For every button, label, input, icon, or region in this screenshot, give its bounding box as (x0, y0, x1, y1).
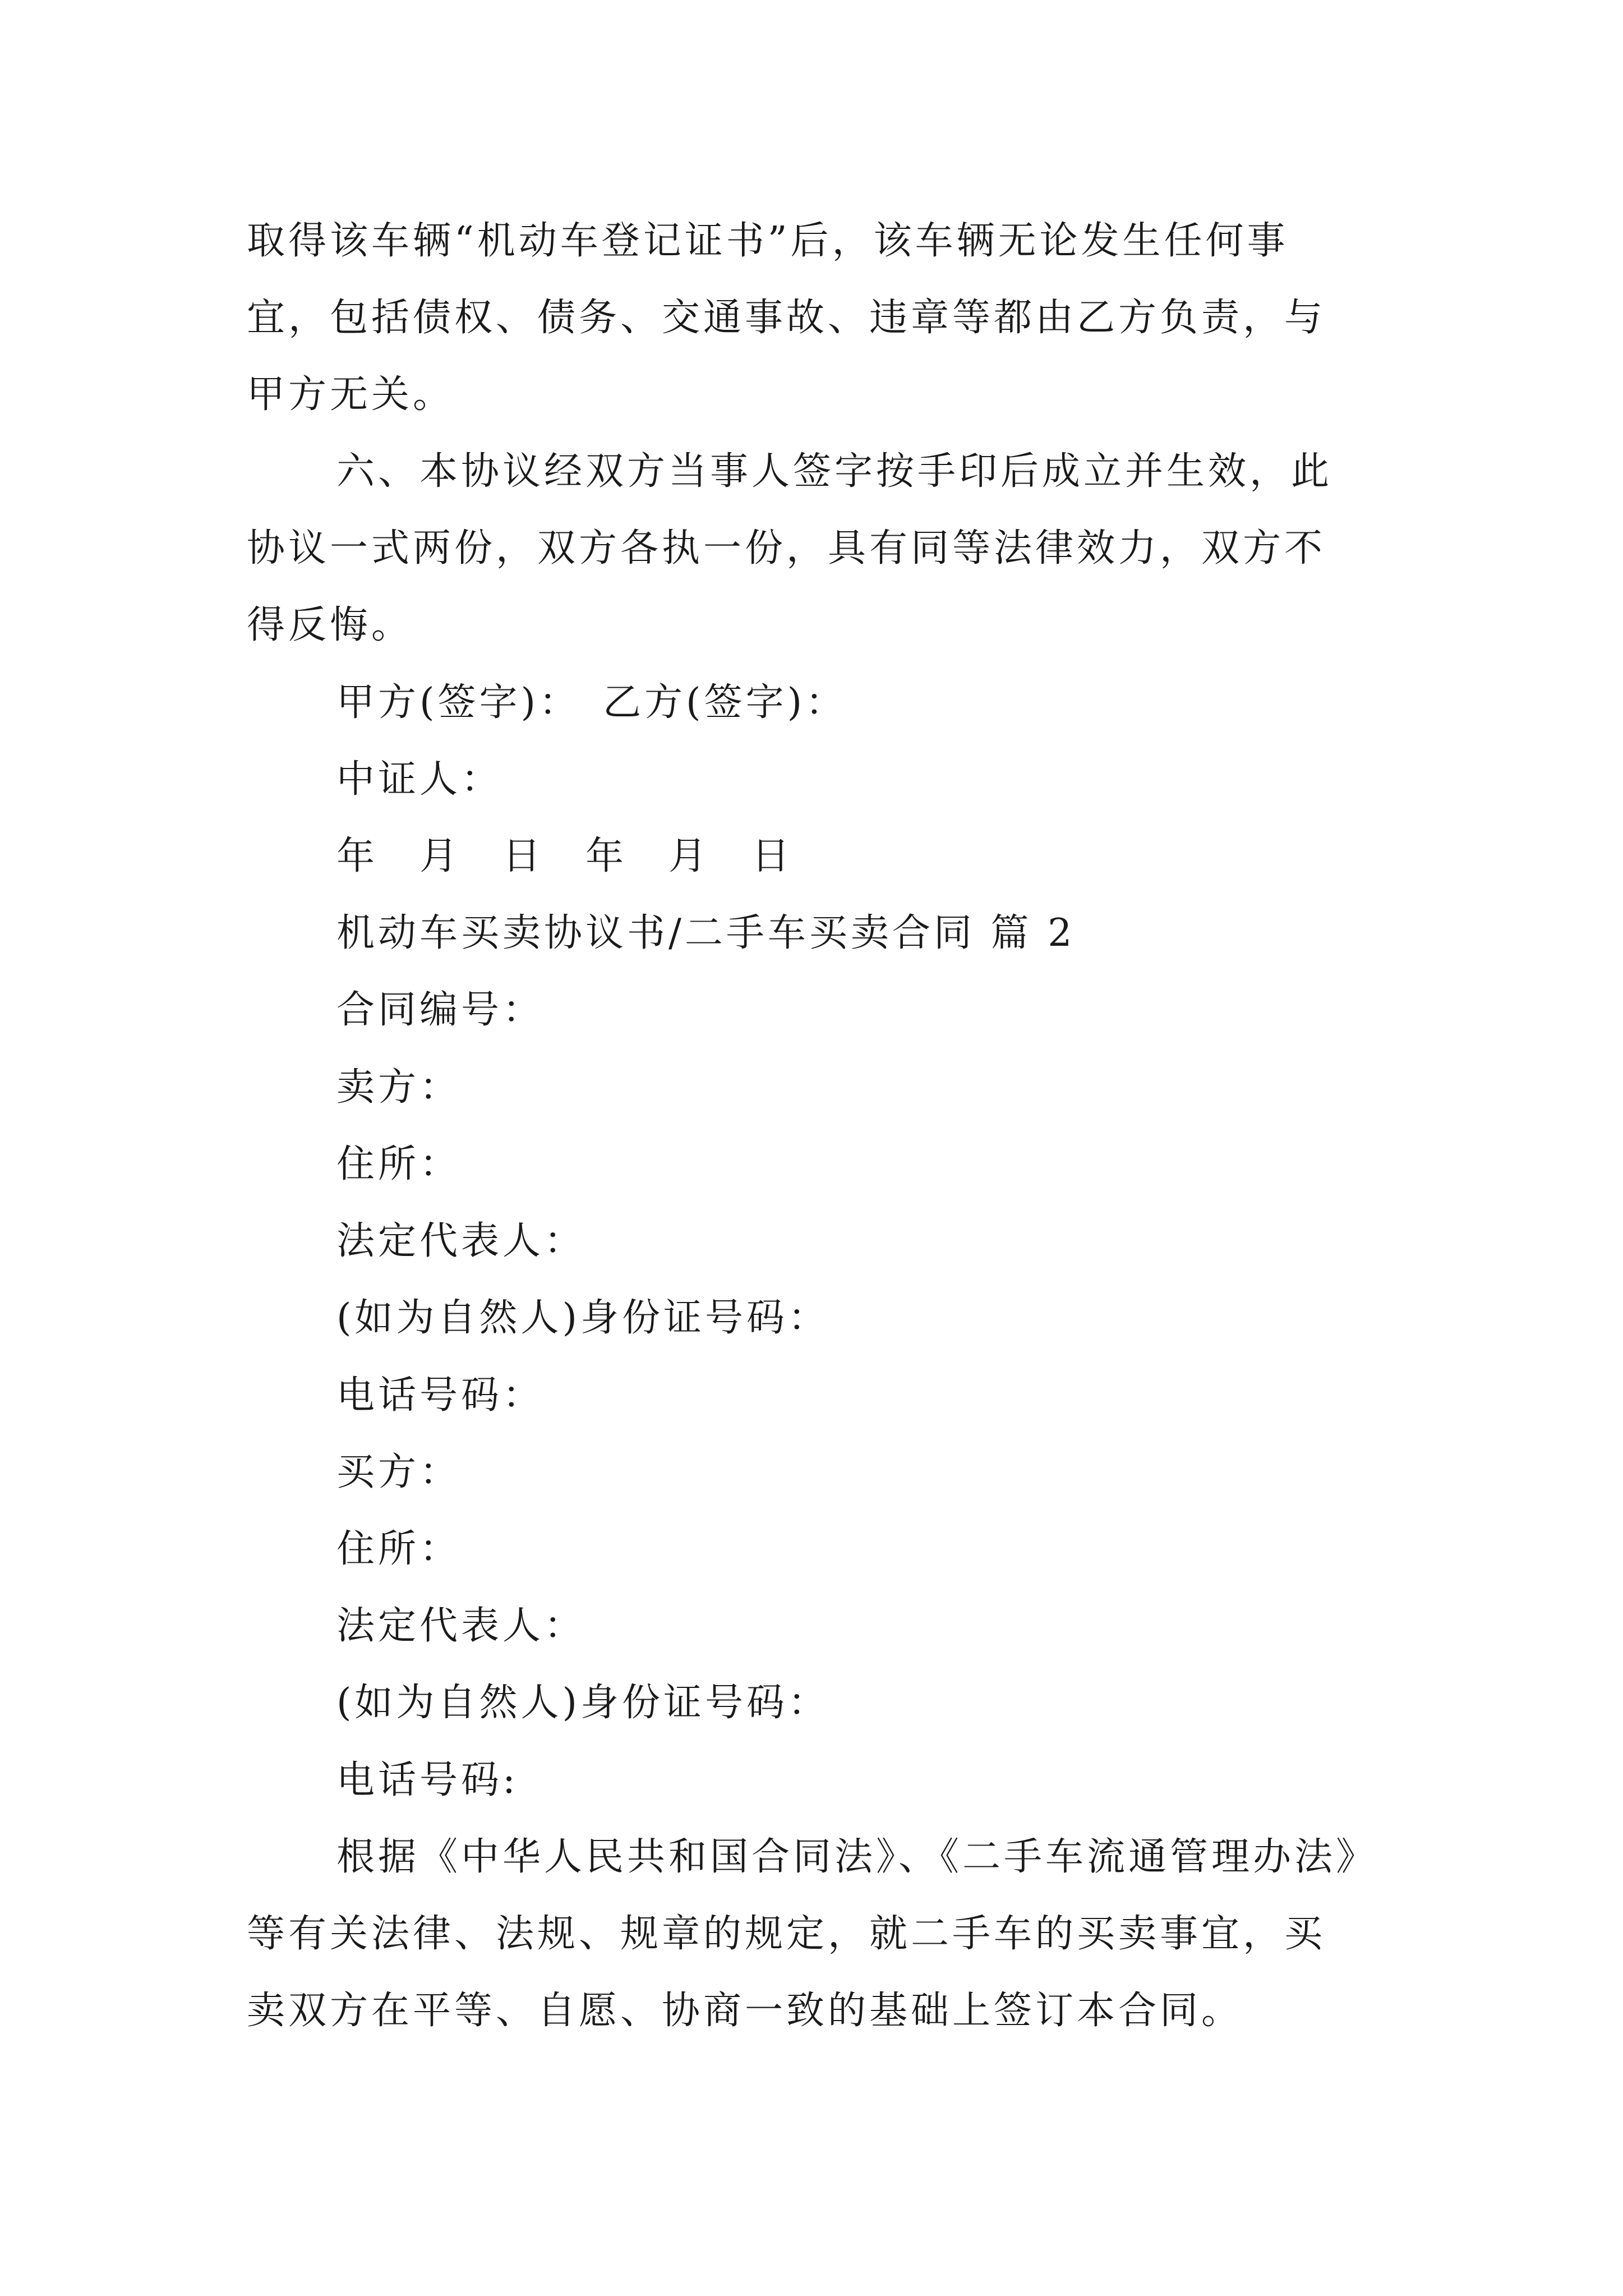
body-text-line: 等有关法律、法规、规章的规定，就二手车的买卖事宜，买 (247, 1912, 1326, 1956)
body-text-line: 卖双方在平等、自愿、协商一致的基础上签订本合同。 (247, 1989, 1243, 2033)
signature-line: 甲方(签字)： 乙方(签字)： (336, 680, 847, 725)
witness-line: 中证人： (336, 757, 503, 802)
buyer-address-field: 住所： (336, 1527, 462, 1571)
body-text-line: 取得该车辆“机动车登记证书”后，该车辆无论发生任何事 (247, 219, 1289, 263)
buyer-field: 买方： (336, 1450, 462, 1494)
buyer-phone-field: 电话号码: (336, 1758, 519, 1802)
seller-field: 卖方： (336, 1065, 462, 1110)
body-text-line: 协议一式两份，双方各执一份，具有同等法律效力，双方不 (247, 526, 1326, 570)
seller-representative-field: 法定代表人： (336, 1219, 586, 1263)
body-text-line: 得反悔。 (247, 603, 413, 647)
seller-id-field: (如为自然人)身份证号码： (336, 1296, 830, 1340)
body-text-line: 甲方无关。 (247, 372, 455, 417)
preamble-line: 根据《中华人民共和国合同法》、《二手车流通管理办法》 (336, 1835, 1378, 1879)
seller-address-field: 住所： (336, 1142, 462, 1186)
date-line: 年 月 日 年 月 日 (336, 834, 794, 878)
body-text-line: 宜，包括债权、债务、交通事故、违章等都由乙方负责，与 (247, 296, 1326, 340)
section-title: 机动车买卖协议书/二手车买卖合同 篇 2 (336, 911, 1076, 955)
clause-six-line: 六、本协议经双方当事人签字按手印后成立并生效，此 (336, 449, 1333, 494)
contract-number-field: 合同编号： (336, 988, 545, 1032)
buyer-id-field: (如为自然人)身份证号码： (336, 1681, 830, 1725)
buyer-representative-field: 法定代表人： (336, 1604, 586, 1648)
seller-phone-field: 电话号码： (336, 1373, 545, 1418)
